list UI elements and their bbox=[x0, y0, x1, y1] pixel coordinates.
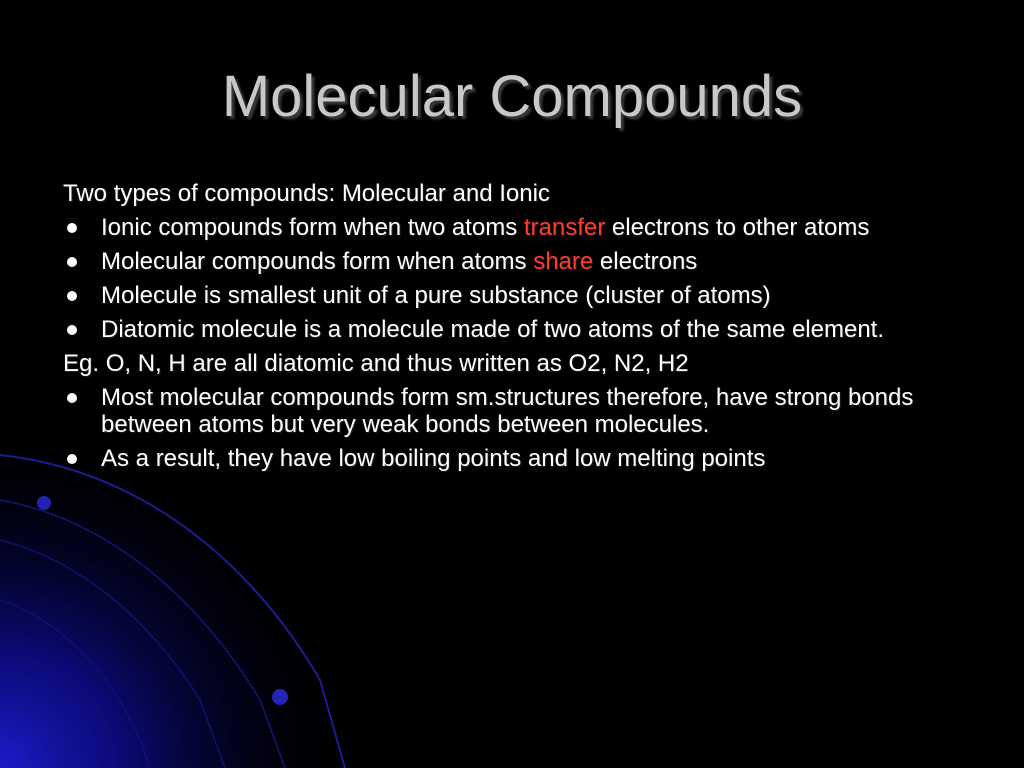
bullet-text: Molecule is smallest unit of a pure substance (cluster of atoms) bbox=[101, 282, 771, 309]
bullet-dot-icon bbox=[67, 325, 77, 335]
bullet-molecular-structures bbox=[63, 384, 953, 438]
bullet-dot-icon bbox=[67, 454, 77, 464]
bullet-dot-icon bbox=[67, 257, 77, 267]
bullet-text: Most molecular compounds form sm.structures therefore, have strong bonds between atoms but very weak bonds between molecules. bbox=[101, 384, 914, 438]
bullet-dot-icon bbox=[67, 393, 77, 403]
slide-body bbox=[63, 180, 953, 479]
bullet-text-before: Molecular compounds form when atoms bbox=[101, 248, 534, 275]
bullet-text: Diatomic molecule is a molecule made of two atoms of the same element. bbox=[101, 316, 885, 343]
bullet-boiling-melting-points bbox=[63, 445, 953, 472]
bullet-molecule-definition bbox=[63, 282, 953, 309]
bullet-text-before: Ionic compounds form when two atoms bbox=[101, 214, 524, 241]
bullet-text: As a result, they have low boiling points and low melting points bbox=[101, 445, 766, 472]
highlight-transfer: transfer bbox=[523, 214, 606, 241]
example-text: Eg. O, N, H are all diatomic and thus written as O2, N2, H2 bbox=[63, 350, 689, 377]
bullet-text-after: electrons to other atoms bbox=[605, 214, 870, 241]
bullet-diatomic-molecule bbox=[63, 316, 953, 343]
slide-title: Molecular Compounds bbox=[221, 64, 803, 129]
bullet-dot-icon bbox=[67, 291, 77, 301]
bullet-ionic-compounds bbox=[63, 214, 953, 241]
bullet-text-after: electrons bbox=[593, 248, 698, 275]
highlight-share: share bbox=[533, 248, 594, 275]
bullet-molecular-compounds bbox=[63, 248, 953, 275]
intro-text: Two types of compounds: Molecular and Ionic bbox=[63, 180, 550, 207]
bullet-dot-icon bbox=[67, 223, 77, 233]
